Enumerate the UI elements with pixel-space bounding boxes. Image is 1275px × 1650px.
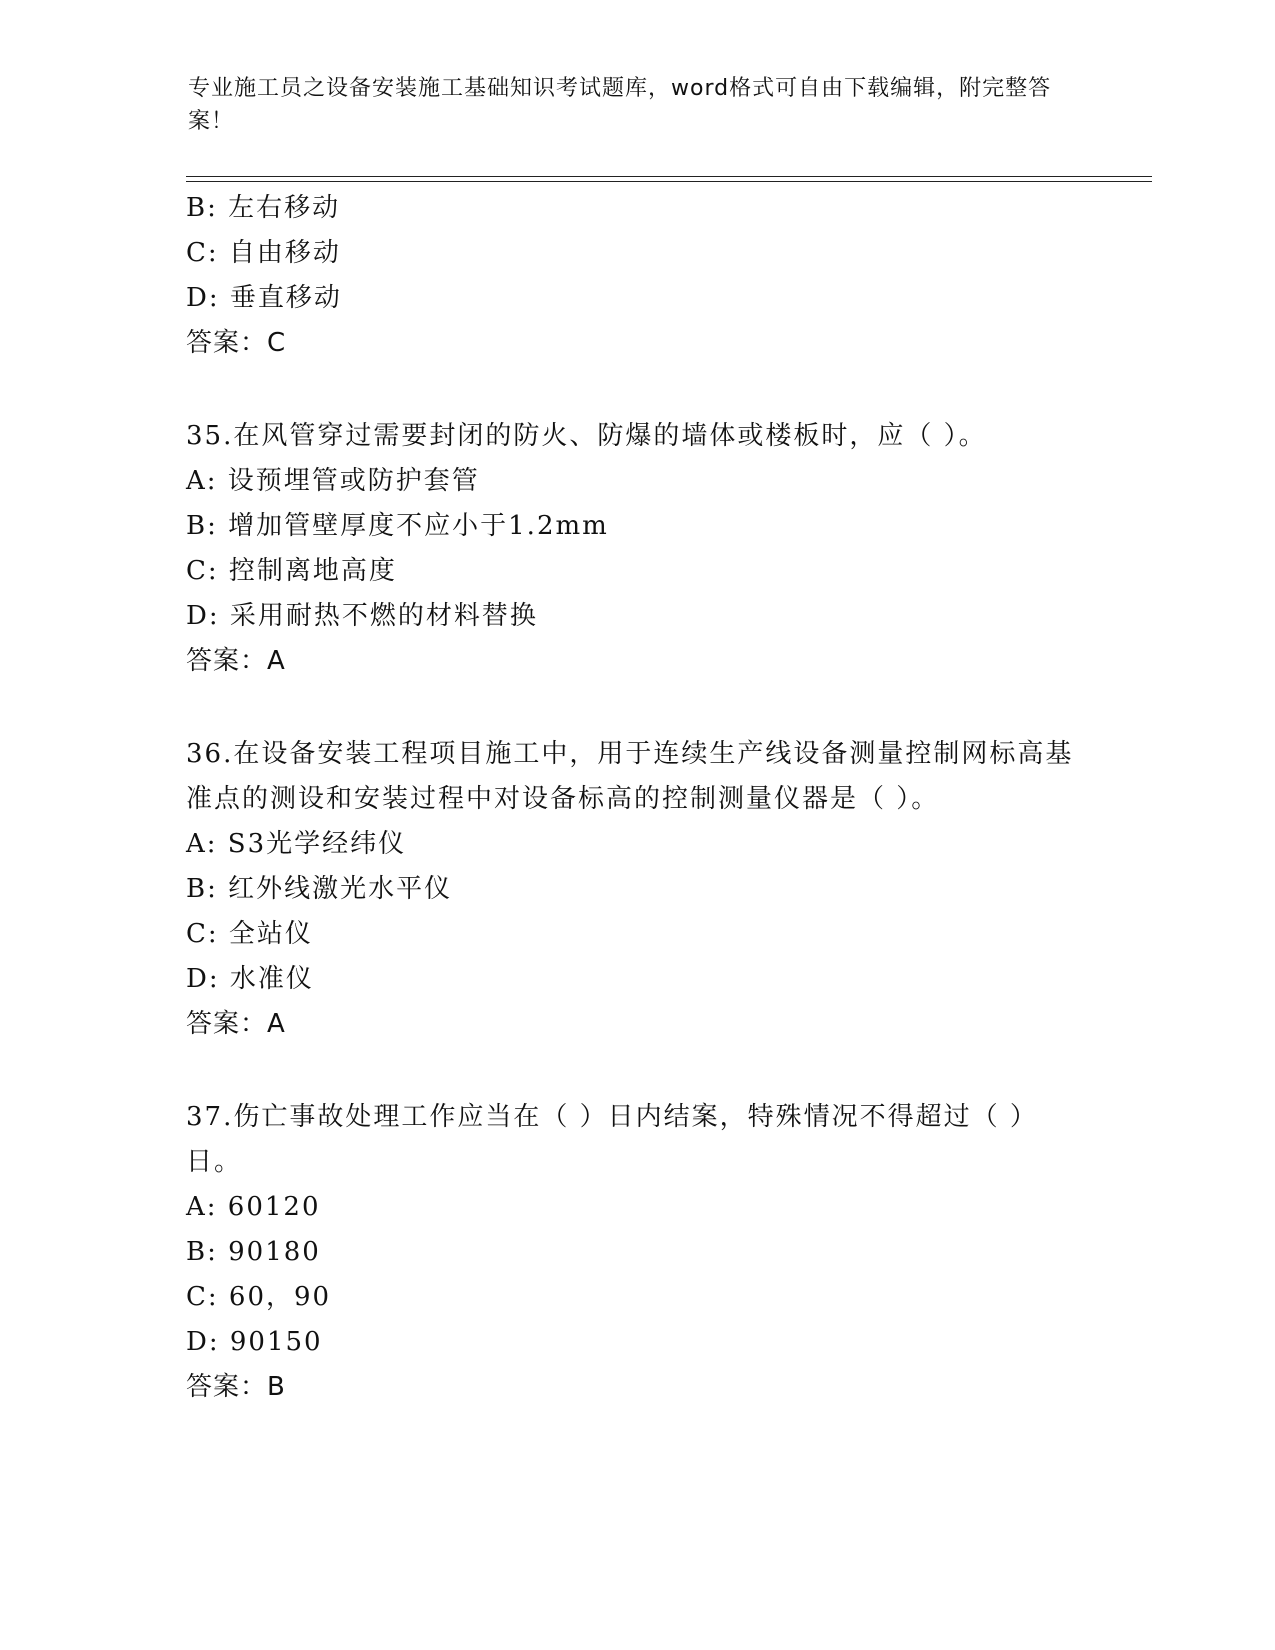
question-34-tail	[186, 186, 1086, 366]
option-b: B: 左右移动	[186, 193, 341, 223]
question-spacer	[186, 366, 1086, 414]
option-c: C: 自由移动	[186, 238, 341, 268]
option-c: C: 60，90	[186, 1282, 332, 1312]
question-stem: 35.在风管穿过需要封闭的防火、防爆的墙体或楼板时，应（ ）。	[186, 421, 987, 451]
document-header: 专业施工员之设备安装施工基础知识考试题库，word格式可自由下载编辑，附完整答案！	[188, 76, 1052, 134]
option-a: A: 60120	[186, 1192, 321, 1222]
option-d: D: 90150	[186, 1327, 323, 1357]
answer-line: 答案：A	[186, 646, 286, 676]
option-b: B: 增加管壁厚度不应小于1.2mm	[186, 511, 609, 541]
header-divider	[186, 176, 1152, 182]
answer-line: 答案：B	[186, 1372, 286, 1402]
question-36	[186, 732, 1086, 1047]
option-c: C: 控制离地高度	[186, 556, 397, 586]
answer-line: 答案：A	[186, 1009, 286, 1039]
question-37	[186, 1095, 1086, 1410]
option-d: D: 水准仪	[186, 964, 314, 994]
option-c: C: 全站仪	[186, 919, 313, 949]
question-35	[186, 414, 1086, 684]
option-a: A: S3光学经纬仪	[186, 829, 407, 859]
question-spacer	[186, 1047, 1086, 1095]
question-spacer	[186, 684, 1086, 732]
answer-line: 答案：C	[186, 328, 287, 358]
question-list	[186, 186, 1086, 1410]
option-d: D: 垂直移动	[186, 283, 342, 313]
option-b: B: 红外线激光水平仪	[186, 874, 453, 904]
question-stem: 37.伤亡事故处理工作应当在（ ）日内结案，特殊情况不得超过（ ）日。	[186, 1102, 1038, 1177]
option-a: A: 设预埋管或防护套管	[186, 466, 480, 496]
option-b: B: 90180	[186, 1237, 321, 1267]
question-stem: 36.在设备安装工程项目施工中，用于连续生产线设备测量控制网标高基准点的测设和安装过程中对设备标高的控制测量仪器是（ ）。	[186, 739, 1074, 814]
option-d: D: 采用耐热不燃的材料替换	[186, 601, 538, 631]
